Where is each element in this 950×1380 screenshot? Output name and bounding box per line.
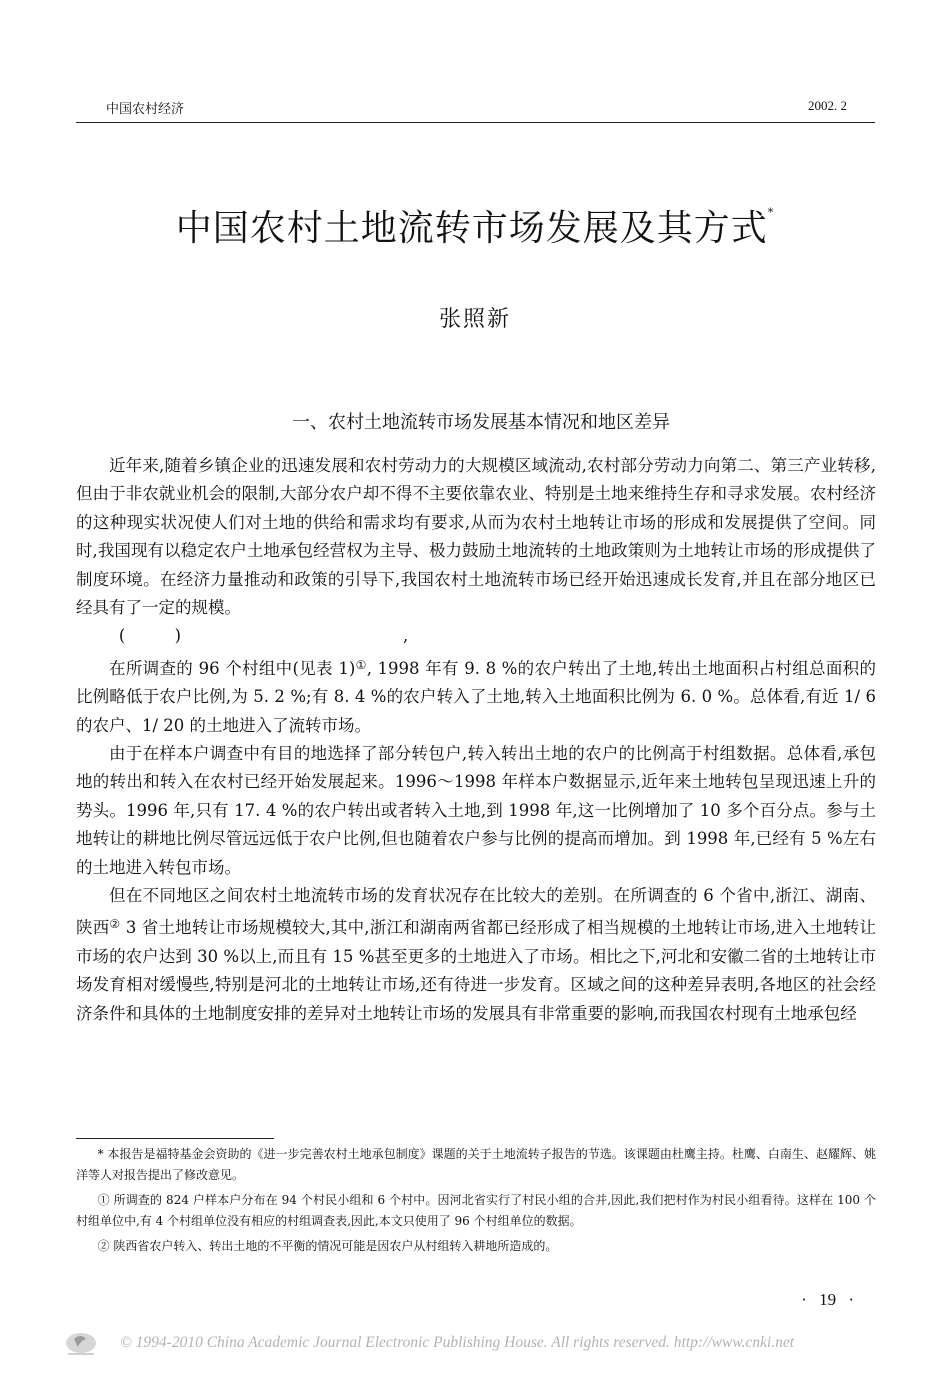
issue-number: 2002. 2 xyxy=(808,98,847,113)
paragraph-1: 近年来,随着乡镇企业的迅速发展和农村劳动力的大规模区域流动,农村部分劳动力向第二、第三产业转移,但由于非农就业机会的限制,大部分农户却不得不主要依靠农业、特别是土地来维持生存和寻求发展。农村经济的这种现实状况使人们对土地的供给和需求均有要求,从而为农村土地转让市场的形成和发展提供了空间。同时,我国现有以稳定农户土地承包经营权为主导、极力鼓励土地流转的土地政策则为土地转让市场的形成提供了制度环境。在经济力量推动和政策的引导下,我国农村土地流转市场已经开始迅速成长发育,并且在部分地区已经具有了一定的规模。 xyxy=(76,456,876,618)
article-title: 中国农村土地流转市场发展及其方式 xyxy=(175,208,768,249)
footnotes xyxy=(76,1144,876,1262)
page-number: · 19 · xyxy=(801,1290,854,1309)
journal-name: 中国农村经济 xyxy=(106,102,185,117)
footnote-ref-2[interactable]: ② xyxy=(109,917,121,932)
footnote-divider xyxy=(76,1138,274,1139)
paragraph-2-text-b: , 1998 年有 9. 8 %的农户转出了土地,转出土地面积占村组总面积的比例略低于农户比例,为 5. 2 %;有 8. 4 %的农户转入了土地,转入土地面积比例为 6. 0 %。总体看,有近 1/ 6 的农户、1/ 20 的土地进入了流转市场。 xyxy=(76,658,876,735)
paragraph-3: 由于在样本户调查中有目的地选择了部分转包户,转入转出土地的农户的比例高于村组数据。总体看,承包地的转出和转入在农村已经开始发展起来。1996～1998 年样本户数据显示,近年来土地转包呈现迅速上升的势头。1996 年,只有 17. 4 %的农户转出或者转入土地,到 1998 年,这一比例增加了 10 多个百分点。参与土地转让的耕地比例尽管远远低于农户比例,但也随着农户参与比例的提高而增加。到 1998 年,已经有 5 %左右的土地进入转包市场。 xyxy=(76,744,876,877)
copyright-bar xyxy=(64,1331,894,1357)
running-header xyxy=(76,98,875,123)
blank-comma: , xyxy=(403,626,409,646)
paragraph-4 xyxy=(76,882,876,1028)
paragraph-2-text-a: 在所调查的 96 个村组中(见表 1) xyxy=(109,658,356,678)
article-body xyxy=(76,452,876,1028)
title-footnote-mark: * xyxy=(767,206,775,219)
blank-line xyxy=(76,622,876,650)
author-name: 张照新 xyxy=(438,307,511,332)
copyright-text: © 1994-2010 China Academic Journal Electronic Publishing House. All rights reserved. http://www.cnki.net xyxy=(120,1334,795,1351)
paragraph-2 xyxy=(76,651,876,740)
footnote-ref-1[interactable]: ① xyxy=(355,657,367,672)
footnote-star: * 本报告是福特基金会资助的《进一步完善农村土地承包制度》课题的关于土地流转子报告的节选。该课题由杜鹰主持。杜鹰、白南生、赵耀辉、姚洋等人对报告提出了修改意见。 xyxy=(76,1147,876,1182)
section-heading: 一、农村土地流转市场发展基本情况和地区差异 xyxy=(292,412,670,433)
footnote-1: ① 所调查的 824 户样本户分布在 94 个村民小组和 6 个村中。因河北省实行了村民小组的合并,因此,我们把村作为村民小组看待。这样在 100 个村组单位中,有 4 个村组单位没有相应的村组调查表,因此,本文只使用了 96 个村组单位的数据。 xyxy=(76,1193,876,1228)
blank-parentheses: ( ) xyxy=(118,626,204,646)
paragraph-4-text-a: 但在不同地区之间农村土地流转市场的发育状况存在比较大的差别。在所调查的 6 个省中,浙江、湖南、陕西 xyxy=(76,886,876,938)
footnote-2: ② 陕西省农户转入、转出土地的不平衡的情况可能是因农户从村组转入耕地所造成的。 xyxy=(97,1239,558,1253)
paragraph-4-text-b: 3 省土地转让市场规模较大,其中,浙江和湖南两省都已经形成了相当规模的土地转让市场,进入土地转让市场的农户达到 30 %以上,而且有 15 %甚至更多的土地进入了市场。相比之下,河北和安徽二省的土地转让市场发育相对缓慢些,特别是河北的土地转让市场,还有待进一步发育。区域之间的这种差异表明,各地区的社会经济条件和具体的土地制度安排的差异对土地转让市场的发展具有非常重要的影响,而我国农村现有土地承包经 xyxy=(76,918,876,1023)
cnki-logo-icon xyxy=(64,1331,98,1357)
article-title-block xyxy=(0,200,950,251)
